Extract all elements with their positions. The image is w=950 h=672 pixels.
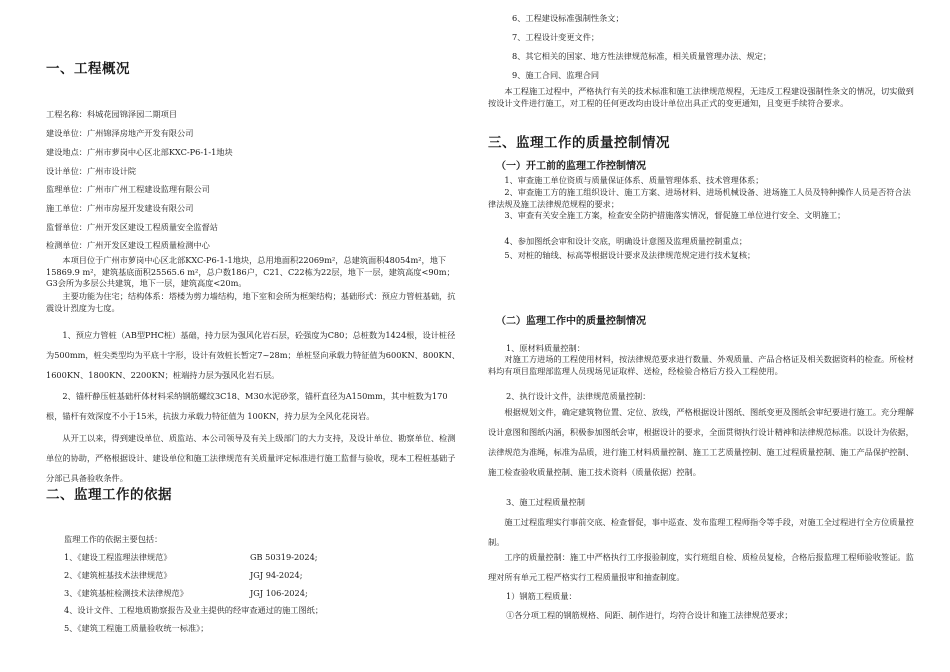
section-title-basis: 二、监理工作的依据 (46, 487, 172, 503)
basis-item-contracts: 9、施工合同、监理合同 (512, 70, 600, 80)
pre-item: 4、参加图纸会审和设计交底，明确设计意图及监理质量控制重点； (504, 236, 748, 246)
acknowledgement-paragraph: 从开工以来，得到建设单位、质监站、本公司领导及有关上级部门的大力支持，及设计单位、勘察单位、检测单位的协助，严格根据设计、建设单位和施工法律规范有关质量评定标准进行施工监督与验收，现本工程桩基础子分部已具备验收条件。 (46, 433, 456, 483)
pre-item: 5、对桩的轴线、标高等根据设计要求及法律规范规定进行技术复核； (504, 250, 756, 260)
section-title-overview: 一、工程概况 (46, 61, 130, 77)
basis-item-name: 2、《建筑桩基技术法律规范》 (64, 570, 172, 580)
pile-foundation-paragraph: 1、预应力管桩（AB型PHC桩）基础，持力层为强风化岩石层，砼强度为C80；总桩数为1424根，设计桩径为500mm，桩尖类型均为平底十字形，设计有效桩长暂定7~28m；单桩竖向承载力特征值为600KN、800KN、1600KN、1800KN、2200KN；桩端持力层为强风化岩石层。 (46, 330, 460, 380)
pre-item: 2、审查施工方的施工组织设计、施工方案、进场材料、进场机械设备、进场施工人员及特种操作人员是否符合法律法规及施工法律规范规程的要求； (488, 187, 911, 209)
supervision-unit: 监理单位：广州市广州工程建设监理有限公司 (46, 184, 210, 194)
basis-item-code: JGJ 94-2024; (250, 570, 303, 580)
builder-unit: 建设单位：广州锦泽房地产开发有限公司 (46, 128, 194, 138)
compliance-note: 本工程施工过程中，严格执行有关的技术标准和施工法律规范规程，无违反工程建设强制性条文的情况，切实做到按设计文件进行施工，对工程的任何更改均由设计单位出具正式的变更通知，且变更手续符合要求。 (488, 86, 914, 108)
material-control-text: 对施工方进场的工程使用材料，按法律规范要求进行数量、外观质量、产品合格证及相关数据资料的检查。所检材料均有项目监理部监理人员现场见证取样、送检，经检验合格后方投入工程使用。 (488, 354, 914, 376)
construction-unit: 施工单位：广州市房屋开发建设有限公司 (46, 203, 194, 213)
design-execution-text: 根据规划文件，确定建筑物位置、定位、放线，严格根据设计图纸、图纸变更及图纸会审纪要进行施工。充分理解设计意图和图纸内涵，积极参加图纸会审，根据设计的要求，全面贯彻执行设计精神和法律规范标准。以设计为依据，法律规范为准绳，标准为品质，进行施工材料质量控制、施工工艺质量控制、施工过程质量控制、施工产品保护控制、施工检查验收质量控制、施工技术资料（质量依据）控制。 (488, 407, 914, 477)
basis-intro: 监理工作的依据主要包括： (64, 534, 163, 544)
basis-item-change-docs: 7、工程设计变更文件； (512, 32, 600, 42)
basis-item-design-docs: 4、设计文件、工程地质勘察报告及业主提供的经审查通过的施工图纸； (64, 605, 324, 615)
anchor-pile-paragraph: 2、锚杆静压桩基础杆体材料采纳钢筋螺纹3C18、M30水泥砂浆，锚杆直径为A150mm，其中桩数为170根，锚杆有效深度不小于15米，抗拔力承载力特征值为 100KN，持力层为全风化花岗岩。 (46, 391, 448, 421)
design-unit: 设计单位：广州市设计院 (46, 166, 137, 176)
right-page (488, 0, 922, 672)
structure-paragraph: 主要功能为住宅；结构体系：塔楼为剪力墙结构，地下室和会所为框架结构；基础形式：预应力管桩基础，抗震设计烈度为七度。 (46, 291, 456, 313)
process-control-text: 施工过程监理实行事前交底、检查督促，事中巡查、发布监理工程师指令等手段，对施工全过程进行全方位质量控制。 (488, 517, 914, 547)
testing-unit: 检测单位：广州开发区建设工程质量检测中心 (46, 240, 210, 250)
project-name: 工程名称：科城花园锦泽园二期项目 (46, 109, 178, 119)
basis-item-code: JGJ 106-2024; (250, 588, 308, 598)
basis-item-acceptance-standard: 5、《建筑工程施工质量验收统一标准》； (64, 623, 209, 633)
left-page (46, 0, 474, 672)
subsection-title-pre-construction: （一）开工前的监理工作控制情况 (496, 161, 646, 172)
basis-item (64, 551, 464, 563)
material-control-title: 1、原材料质量控制： (506, 343, 585, 353)
basis-item-name: 3、《建筑基桩检测技术法律规范》 (64, 588, 188, 598)
process-quality-text: 工序的质量控制：施工中严格执行工序报验制度，实行班组自检、质检员复检，合格后报监理工程师验收签证。监理对所有单元工程严格实行工程质量报审和抽查制度。 (488, 552, 914, 582)
process-control-title: 3、施工过程质量控制 (506, 497, 585, 507)
subsection-title-in-progress: （二）监理工作中的质量控制情况 (496, 316, 646, 327)
design-execution-title: 2、执行设计文件，法律规范质量控制： (506, 391, 651, 401)
quality-supervision-unit: 监督单位：广州开发区建设工程质量安全监督站 (46, 222, 218, 232)
basis-item-other-standards: 8、其它相关的国家、地方性法律规范标准，相关质量管理办法、规定； (512, 51, 772, 61)
pre-item: 3、审查有关安全施工方案，检查安全防护措施落实情况，督促施工单位进行安全、文明施工； (504, 210, 846, 220)
basis-item-code: GB 50319-2024; (250, 552, 318, 562)
basis-item (64, 587, 464, 599)
overview-paragraph: 本项目位于广州市萝岗中心区北部KXC-P6-1-1地块，总用地面积22069m²，总建筑面积48054m²，地下15869.9 m²，建筑基底面积25565.6 m²，总户数186户，C21、C22栋为22层，地下一层，建筑高度<90m；G3会所为多层公共建筑，地下一层，建筑高度<20m。 (46, 255, 455, 288)
rebar-quality-item: ①各分项工程的钢筋规格、间距、制作进行，均符合设计和施工法律规范要求； (506, 610, 793, 620)
basis-item-mandatory: 6、工程建设标准强制性条文； (512, 13, 624, 23)
section-title-quality-control: 三、监理工作的质量控制情况 (488, 135, 670, 151)
rebar-quality-title: 1）钢筋工程质量： (506, 591, 577, 601)
pre-item: 1、审查施工单位资质与质量保证体系、质量管理体系、技术管理体系； (504, 175, 764, 185)
basis-item (64, 569, 464, 581)
location: 建设地点：广州市萝岗中心区北部KXC-P6-1-1地块 (46, 147, 233, 157)
basis-item-name: 1、《建设工程监理法律规范》 (64, 552, 172, 562)
